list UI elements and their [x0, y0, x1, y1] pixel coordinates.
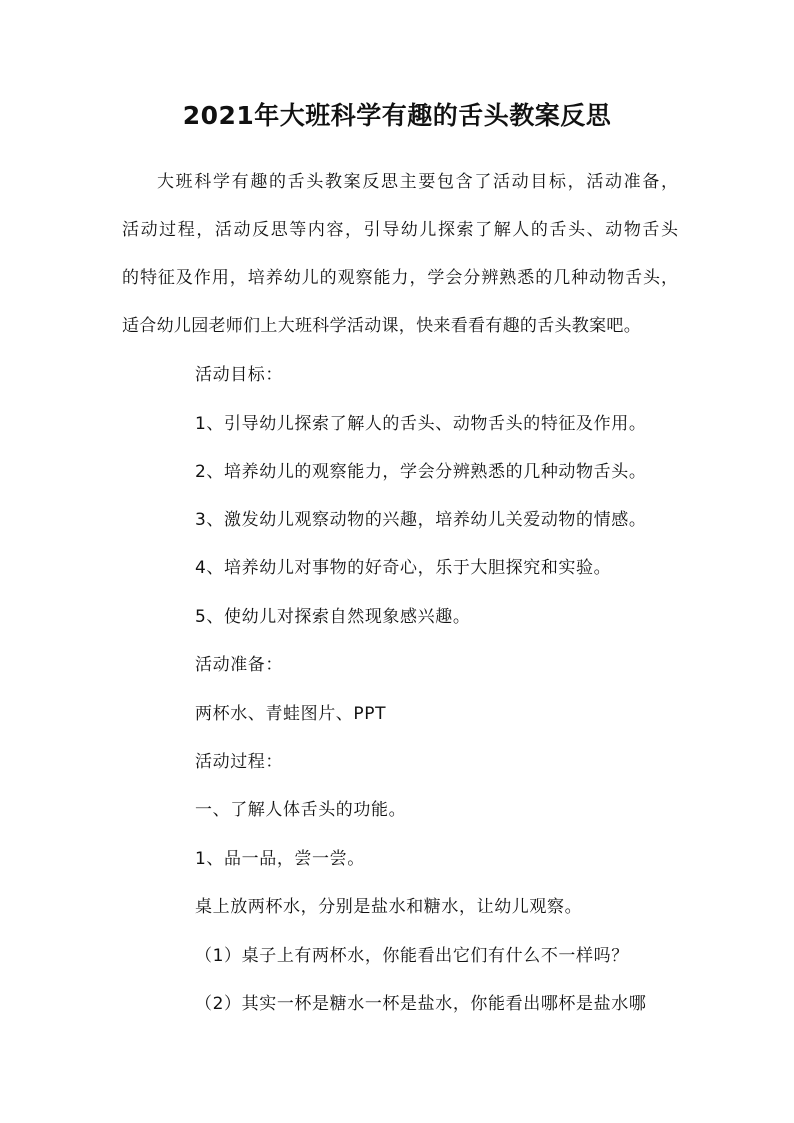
- question-item: （2）其实一杯是糖水一杯是盐水，你能看出哪杯是盐水哪: [195, 994, 647, 1014]
- goals-heading: 活动目标：: [195, 365, 283, 385]
- prep-items: 两杯水、青蛙图片、PPT: [195, 704, 387, 724]
- process-section-heading: 一、了解人体舌头的功能。: [195, 800, 407, 820]
- goal-item: 5、使幼儿对探索自然现象感兴趣。: [195, 607, 471, 627]
- question-item: （1）桌子上有两杯水，你能看出它们有什么不一样吗？: [195, 946, 629, 966]
- prep-heading: 活动准备：: [195, 655, 283, 675]
- goal-item: 1、引导幼儿探索了解人的舌头、动物舌头的特征及作用。: [195, 414, 647, 434]
- document-title: 2021年大班科学有趣的舌头教案反思: [182, 101, 612, 130]
- process-heading: 活动过程：: [195, 752, 283, 772]
- goal-item: 3、激发幼儿观察动物的兴趣，培养幼儿关爱动物的情感。: [195, 510, 647, 530]
- goal-item: 2、培养幼儿的观察能力，学会分辨熟悉的几种动物舌头。: [195, 462, 647, 482]
- process-step: 1、品一品，尝一尝。: [195, 849, 365, 869]
- intro-paragraph-line: 活动过程，活动反思等内容，引导幼儿探索了解人的舌头、动物舌头: [122, 220, 678, 240]
- intro-paragraph-line: 的特征及作用，培养幼儿的观察能力，学会分辨熟悉的几种动物舌头，: [122, 268, 678, 288]
- intro-paragraph-line: 大班科学有趣的舌头教案反思主要包含了活动目标，活动准备，: [157, 172, 678, 192]
- goal-item: 4、培养幼儿对事物的好奇心，乐于大胆探究和实验。: [195, 558, 612, 578]
- process-step-description: 桌上放两杯水，分别是盐水和糖水，让幼儿观察。: [195, 897, 583, 917]
- intro-paragraph-line: 适合幼儿园老师们上大班科学活动课，快来看看有趣的舌头教案吧。: [122, 316, 641, 336]
